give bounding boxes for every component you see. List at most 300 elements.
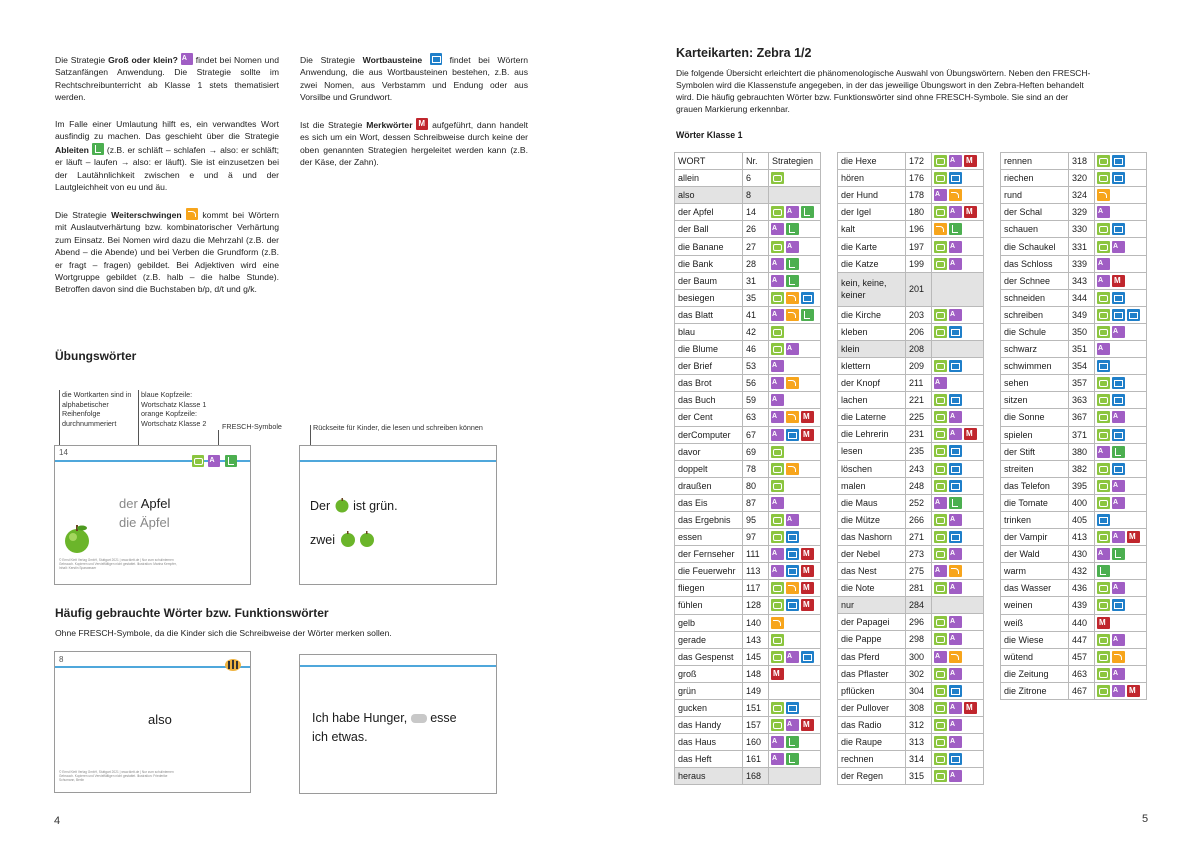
strategies-cell — [769, 272, 821, 289]
strategies-cell — [932, 563, 984, 580]
number-cell: 344 — [1069, 289, 1095, 306]
table-row — [675, 665, 821, 682]
silbe-icon — [934, 206, 947, 218]
merkwort-icon — [964, 155, 977, 167]
haeufig-heading: Häufig gebrauchte Wörter bzw. Funktionswörter — [55, 606, 329, 620]
gross-klein-icon — [786, 343, 799, 355]
word-cell: der Brief — [675, 358, 743, 375]
word-cell: essen — [675, 529, 743, 546]
silbe-icon — [1097, 241, 1110, 253]
weiterschwingen-icon — [786, 292, 799, 304]
strategies-cell — [769, 323, 821, 340]
strategies-cell — [1095, 614, 1147, 631]
silbe-icon — [771, 463, 784, 475]
wortbausteine-icon — [949, 685, 962, 697]
silbe-icon — [771, 343, 784, 355]
silbe-icon — [1097, 377, 1110, 389]
table-row — [1001, 477, 1147, 494]
number-cell: 312 — [906, 716, 932, 733]
weiterschwingen-icon — [949, 651, 962, 663]
strategies-cell — [1095, 255, 1147, 272]
word-cell: rund — [1001, 187, 1069, 204]
wortbausteine-icon — [1112, 394, 1125, 406]
word-cell: blau — [675, 323, 743, 340]
word-cell: die Raupe — [838, 734, 906, 751]
ableiten-icon — [225, 455, 237, 467]
word-cell: die Kirche — [838, 306, 906, 323]
silbe-icon — [771, 719, 784, 731]
word-cell: davor — [675, 443, 743, 460]
table-row — [1001, 170, 1147, 187]
table-row — [1001, 529, 1147, 546]
strategies-cell — [1095, 597, 1147, 614]
word-cell: besiegen — [675, 289, 743, 306]
word-cell: pflücken — [838, 682, 906, 699]
number-cell: 148 — [743, 665, 769, 682]
gross-klein-icon — [1112, 634, 1125, 646]
table-row — [1001, 306, 1147, 323]
word-cell: die Schule — [1001, 323, 1069, 340]
strategies-cell — [1095, 477, 1147, 494]
word-cell: gelb — [675, 614, 743, 631]
gross-klein-icon — [771, 360, 784, 372]
table-row — [675, 717, 821, 734]
word-cell: der Cent — [675, 409, 743, 426]
silbe-icon — [934, 633, 947, 645]
table-row — [838, 682, 984, 699]
gross-klein-icon — [934, 377, 947, 389]
strategies-cell — [932, 306, 984, 323]
word-cell: sitzen — [1001, 392, 1069, 409]
word-cell: das Wasser — [1001, 580, 1069, 597]
word-cell: nur — [838, 597, 906, 614]
silbe-icon — [1097, 394, 1110, 406]
strategies-cell — [769, 700, 821, 717]
ableiten-icon — [949, 223, 962, 235]
word-cell: grün — [675, 682, 743, 699]
word-cell: das Nashorn — [838, 528, 906, 545]
strategies-cell — [769, 563, 821, 580]
gross-klein-icon — [949, 514, 962, 526]
number-cell: 467 — [1069, 682, 1095, 699]
wortbausteine-icon — [949, 360, 962, 372]
word-cell: die Mütze — [838, 511, 906, 528]
silbe-icon — [771, 582, 784, 594]
table-row — [1001, 460, 1147, 477]
weiterschwingen-icon — [949, 189, 962, 201]
gross-klein-icon — [1112, 531, 1125, 543]
gross-klein-icon — [208, 455, 220, 467]
table-row — [675, 306, 821, 323]
table-row — [1001, 443, 1147, 460]
gross-klein-icon — [1112, 480, 1125, 492]
silbe-icon — [1097, 155, 1110, 167]
strategies-cell — [932, 665, 984, 682]
number-cell: 320 — [1069, 170, 1095, 187]
paragraph-wortbausteine: Die Strategie Wortbausteine findet bei Wörtern Anwendung, die aus Wortbausteinen bestehen, z.B. aus zwei Nomen, aus Verbstamm und Endung oder aus Vorsilbe und Grundwort. — [300, 55, 528, 103]
table-row — [675, 529, 821, 546]
table-row — [675, 409, 821, 426]
word-cell: das Eis — [675, 494, 743, 511]
wortbausteine-icon — [786, 599, 799, 611]
strategies-cell — [769, 238, 821, 255]
silbe-icon — [192, 455, 204, 467]
gross-klein-icon — [949, 668, 962, 680]
word-cell: die Sonne — [1001, 409, 1069, 426]
table-row — [1001, 187, 1147, 204]
table-row — [838, 528, 984, 545]
silbe-icon — [771, 599, 784, 611]
silbe-icon — [771, 326, 784, 338]
wortbausteine-icon — [1112, 309, 1125, 321]
strategies-cell — [932, 340, 984, 357]
word-cell: die Blume — [675, 341, 743, 358]
word-cell: die Feuerwehr — [675, 563, 743, 580]
weiterschwingen-icon — [949, 565, 962, 577]
word-cell: die Zeitung — [1001, 665, 1069, 682]
strategies-cell — [932, 323, 984, 340]
word-cell: löschen — [838, 460, 906, 477]
table-row — [675, 358, 821, 375]
word-cell: das Brot — [675, 375, 743, 392]
number-cell: 203 — [906, 306, 932, 323]
gross-klein-icon — [181, 53, 193, 65]
number-cell: 457 — [1069, 648, 1095, 665]
table-row — [838, 460, 984, 477]
silbe-icon — [771, 480, 784, 492]
table-row — [1001, 563, 1147, 580]
wortbausteine-icon — [1112, 599, 1125, 611]
number-cell: 145 — [743, 648, 769, 665]
strategies-cell — [932, 494, 984, 511]
merkwort-icon — [801, 548, 814, 560]
silbe-icon — [771, 241, 784, 253]
table-row — [675, 648, 821, 665]
ableiten-icon — [949, 497, 962, 509]
table-row — [838, 375, 984, 392]
wortbausteine-icon — [949, 326, 962, 338]
number-cell: 330 — [1069, 221, 1095, 238]
card-header-line — [55, 666, 250, 668]
number-cell: 26 — [743, 221, 769, 238]
word-cell: die Katze — [838, 255, 906, 272]
strategies-cell — [1095, 443, 1147, 460]
gross-klein-icon — [786, 206, 799, 218]
table-row — [838, 563, 984, 580]
strategies-cell — [1095, 204, 1147, 221]
silbe-icon — [934, 326, 947, 338]
gross-klein-icon — [949, 736, 962, 748]
table-row — [1001, 238, 1147, 255]
word-cell: hören — [838, 170, 906, 187]
gross-klein-icon — [949, 258, 962, 270]
merkwort-icon — [416, 118, 428, 130]
gross-klein-icon — [1112, 685, 1125, 697]
word-cell: die Note — [838, 580, 906, 597]
strategies-cell — [769, 751, 821, 768]
table-row — [1001, 682, 1147, 699]
silbe-icon — [934, 548, 947, 560]
word-cell: weiß — [1001, 614, 1069, 631]
number-cell: 28 — [743, 255, 769, 272]
wortbausteine-icon — [949, 753, 962, 765]
silbe-icon — [934, 411, 947, 423]
wortbausteine-icon — [1097, 514, 1110, 526]
silbe-icon — [771, 531, 784, 543]
strategies-cell — [932, 682, 984, 699]
strategies-cell — [932, 597, 984, 614]
right-page-intro: Die folgende Übersicht erleichtert die phänomenologische Auswahl von Übungswörtern. Neben den FRESCH-Symbolen wird die Klassenstufe angegeben, in der das jeweilige Übungswort in den Zebra-Heften behandelt wird. Die häufig gebrauchten Wörter bzw. Funktionswörter sind ohne FRESCH-Symbole. Sie sind an der grauen Markierung erkennbar. — [676, 68, 1091, 114]
word-cell: das Radio — [838, 716, 906, 733]
gross-klein-icon — [949, 155, 962, 167]
strategies-cell — [932, 699, 984, 716]
silbe-icon — [1097, 223, 1110, 235]
table-row — [838, 170, 984, 187]
table-row — [1001, 580, 1147, 597]
table-row — [675, 392, 821, 409]
word-cell: schauen — [1001, 221, 1069, 238]
table-row — [838, 477, 984, 494]
strategies-cell — [769, 648, 821, 665]
page-number-right: 5 — [1142, 813, 1149, 825]
word-cell: riechen — [1001, 170, 1069, 187]
number-cell: 172 — [906, 153, 932, 170]
strategies-cell — [932, 631, 984, 648]
number-cell: 318 — [1069, 153, 1095, 170]
number-cell: 313 — [906, 734, 932, 751]
strategies-cell — [769, 255, 821, 272]
strategies-cell — [769, 768, 821, 785]
gross-klein-icon — [934, 189, 947, 201]
number-cell: 97 — [743, 529, 769, 546]
word-cell: warm — [1001, 563, 1069, 580]
gross-klein-icon — [786, 514, 799, 526]
number-cell: 395 — [1069, 477, 1095, 494]
number-cell: 78 — [743, 460, 769, 477]
word-cell: das Gespenst — [675, 648, 743, 665]
table-row — [838, 580, 984, 597]
gross-klein-icon — [786, 719, 799, 731]
number-cell: 354 — [1069, 358, 1095, 375]
strategies-cell — [769, 682, 821, 699]
silbe-icon — [934, 172, 947, 184]
number-cell: 440 — [1069, 614, 1095, 631]
silbe-icon — [1097, 599, 1110, 611]
word-cell: rennen — [1001, 153, 1069, 170]
silbe-icon — [1097, 326, 1110, 338]
merkwort-icon — [801, 429, 814, 441]
col-header-wort: WORT — [675, 153, 743, 170]
merkwort-icon — [964, 206, 977, 218]
merkwort-icon — [801, 582, 814, 594]
ableiten-icon — [786, 736, 799, 748]
silbe-icon — [934, 428, 947, 440]
gross-klein-icon — [949, 411, 962, 423]
number-cell: 349 — [1069, 306, 1095, 323]
number-cell: 367 — [1069, 409, 1095, 426]
silbe-icon — [1097, 292, 1110, 304]
number-cell: 413 — [1069, 529, 1095, 546]
word-cell: trinken — [1001, 511, 1069, 528]
table-row — [838, 699, 984, 716]
word-cell: die Hexe — [838, 153, 906, 170]
number-cell: 111 — [743, 546, 769, 563]
table-row — [675, 426, 821, 443]
strategies-cell — [769, 614, 821, 631]
strategies-cell — [932, 204, 984, 221]
number-cell: 31 — [743, 272, 769, 289]
word-cell: die Schaukel — [1001, 238, 1069, 255]
table-row — [838, 494, 984, 511]
word-cell: der Baum — [675, 272, 743, 289]
number-cell: 371 — [1069, 426, 1095, 443]
table-row — [675, 494, 821, 511]
callout-kopfzeile: blaue Kopfzeile: Wortschatz Klasse 1 orange Kopfzeile: Wortschatz Klasse 2 — [141, 390, 207, 428]
number-cell: 281 — [906, 580, 932, 597]
silbe-icon — [771, 206, 784, 218]
table-row — [838, 272, 984, 306]
silbe-icon — [934, 241, 947, 253]
gross-klein-icon — [771, 497, 784, 509]
table-row — [838, 204, 984, 221]
table-row — [1001, 272, 1147, 289]
number-cell: 196 — [906, 221, 932, 238]
card-header-line — [300, 460, 496, 462]
word-cell: die Bank — [675, 255, 743, 272]
table-row — [675, 375, 821, 392]
strategies-cell — [1095, 631, 1147, 648]
number-cell: 140 — [743, 614, 769, 631]
strategies-cell — [769, 341, 821, 358]
strategies-cell — [1095, 546, 1147, 563]
silbe-icon — [934, 360, 947, 372]
table-row — [1001, 341, 1147, 358]
table-row — [675, 511, 821, 528]
table-row — [1001, 375, 1147, 392]
merkwort-icon — [771, 668, 784, 680]
number-cell: 235 — [906, 443, 932, 460]
silbe-icon — [934, 445, 947, 457]
strategies-cell — [932, 187, 984, 204]
wortbausteine-icon — [801, 292, 814, 304]
number-cell: 308 — [906, 699, 932, 716]
word-cell: das Handy — [675, 717, 743, 734]
word-cell: die Karte — [838, 238, 906, 255]
number-cell: 176 — [906, 170, 932, 187]
word-cell: die Lehrerin — [838, 426, 906, 443]
table-row — [1001, 648, 1147, 665]
strategies-cell — [769, 477, 821, 494]
number-cell: 67 — [743, 426, 769, 443]
word-cell: also — [675, 187, 743, 204]
number-cell: 296 — [906, 614, 932, 631]
wortbausteine-icon — [1112, 292, 1125, 304]
paragraph-weiterschwingen: Die Strategie Weiterschwingen kommt bei Wörtern mit Auslautverhärtung bzw. kombinatorischer Verhärtung zum Einsatz. Bei Nomen wird dazu die Mehrzahl (z.B. der Abend – die Abende) und bei Verben die Grundform (z.B. er fragt – fragen) gebildet. Bei Adjektiven wird eine Wortgruppe gebildet (z.B. halb – die halbe Stunde). Betroffen davon sind die Buchstaben b/p, d/t und g/k. — [55, 210, 279, 295]
word-cell: der Knopf — [838, 375, 906, 392]
gross-klein-icon — [1097, 446, 1110, 458]
number-cell: 8 — [743, 187, 769, 204]
table-row — [1001, 358, 1147, 375]
gross-klein-icon — [771, 429, 784, 441]
table-row — [838, 614, 984, 631]
ableiten-icon — [786, 753, 799, 765]
silbe-icon — [934, 736, 947, 748]
number-cell: 56 — [743, 375, 769, 392]
number-cell: 273 — [906, 545, 932, 562]
table-row — [1001, 597, 1147, 614]
number-cell: 69 — [743, 443, 769, 460]
silbe-icon — [934, 463, 947, 475]
silbe-icon — [1097, 429, 1110, 441]
word-cell: die Wiese — [1001, 631, 1069, 648]
word-cell: schneiden — [1001, 289, 1069, 306]
table-row — [1001, 323, 1147, 340]
strategies-cell — [769, 289, 821, 306]
table-row — [838, 631, 984, 648]
silbe-icon — [771, 634, 784, 646]
strategies-cell — [769, 170, 821, 187]
callout-fresch: FRESCH-Symbole — [222, 422, 282, 431]
number-cell: 209 — [906, 357, 932, 374]
strategies-cell — [932, 614, 984, 631]
table-row — [838, 323, 984, 340]
word-table-2 — [837, 152, 984, 785]
word-cell: allein — [675, 170, 743, 187]
word-cell: derComputer — [675, 426, 743, 443]
table-row — [838, 409, 984, 426]
table-row — [675, 443, 821, 460]
gross-klein-icon — [1112, 411, 1125, 423]
word-cell: der Stift — [1001, 443, 1069, 460]
strategies-cell — [1095, 375, 1147, 392]
ableiten-icon — [92, 143, 104, 155]
number-cell: 201 — [906, 272, 932, 306]
word-cell: das Nest — [838, 563, 906, 580]
table-row — [675, 734, 821, 751]
word-cell: malen — [838, 477, 906, 494]
gross-klein-icon — [949, 309, 962, 321]
table-row — [1001, 204, 1147, 221]
number-cell: 351 — [1069, 341, 1095, 358]
wortbausteine-icon — [1112, 463, 1125, 475]
number-cell: 211 — [906, 375, 932, 392]
right-page-title: Karteikarten: Zebra 1/2 — [676, 46, 812, 60]
strategies-cell — [769, 392, 821, 409]
gross-klein-icon — [934, 565, 947, 577]
number-cell: 284 — [906, 597, 932, 614]
silbe-icon — [771, 172, 784, 184]
gross-klein-icon — [1097, 343, 1110, 355]
number-cell: 363 — [1069, 392, 1095, 409]
table-row — [838, 187, 984, 204]
strategies-cell — [769, 631, 821, 648]
apple-illustration — [63, 522, 91, 559]
silbe-icon — [934, 719, 947, 731]
wortbausteine-icon — [786, 531, 799, 543]
number-cell: 87 — [743, 494, 769, 511]
weiterschwingen-icon — [786, 463, 799, 475]
silbe-icon — [934, 702, 947, 714]
gross-klein-icon — [949, 582, 962, 594]
number-cell: 439 — [1069, 597, 1095, 614]
table-row — [675, 170, 821, 187]
strategies-cell — [932, 443, 984, 460]
strategies-cell — [932, 545, 984, 562]
silbe-icon — [934, 770, 947, 782]
word-cell: das Pferd — [838, 648, 906, 665]
number-cell: 339 — [1069, 255, 1095, 272]
gross-klein-icon — [934, 651, 947, 663]
